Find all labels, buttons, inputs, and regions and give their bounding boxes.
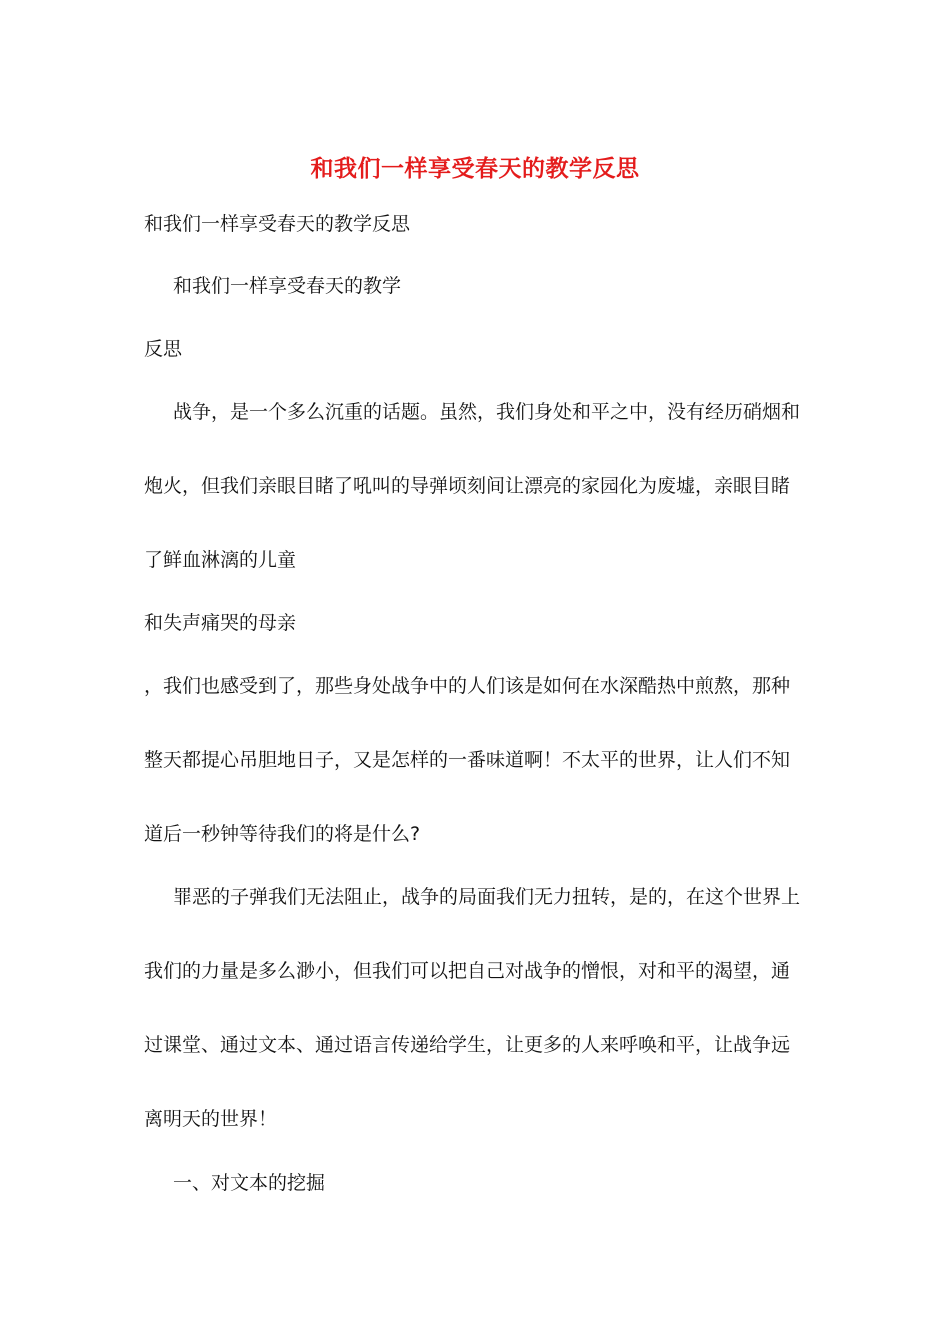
paragraph-1-line-5: ，我们也感受到了，那些身处战争中的人们该是如何在水深酷热中煎熬，那种: [144, 675, 791, 697]
heading-line: 和我们一样享受春天的教学: [173, 275, 402, 297]
paragraph-1-line-2: 炮火，但我们亲眼目睹了吼叫的导弹顷刻间让漂亮的家园化为废墟，亲眼目睹: [144, 475, 791, 497]
paragraph-2-line-4: 离明天的世界！: [144, 1108, 278, 1130]
document-title: 和我们一样享受春天的教学反思: [310, 155, 640, 182]
paragraph-1-line-4: 和失声痛哭的母亲: [144, 612, 297, 634]
subtitle-line: 和我们一样享受春天的教学反思: [144, 213, 411, 235]
paragraph-1-line-3: 了鲜血淋漓的儿童: [144, 549, 297, 571]
heading-line-continued: 反思: [144, 338, 183, 360]
paragraph-1-line-6: 整天都提心吊胆地日子，又是怎样的一番味道啊！不太平的世界，让人们不知: [144, 749, 791, 771]
paragraph-1-line-7: 道后一秒钟等待我们的将是什么?: [144, 823, 421, 845]
paragraph-2-line-2: 我们的力量是多么渺小，但我们可以把自己对战争的憎恨，对和平的渴望，通: [144, 960, 791, 982]
paragraph-2-line-1: 罪恶的子弹我们无法阻止，战争的局面我们无力扭转，是的，在这个世界上: [173, 886, 801, 908]
paragraph-1-line-1: 战争，是一个多么沉重的话题。虽然，我们身处和平之中，没有经历硝烟和: [173, 401, 801, 423]
section-heading: 一、对文本的挖掘: [173, 1172, 326, 1194]
paragraph-2-line-3: 过课堂、通过文本、通过语言传递给学生，让更多的人来呼唤和平，让战争远: [144, 1034, 791, 1056]
